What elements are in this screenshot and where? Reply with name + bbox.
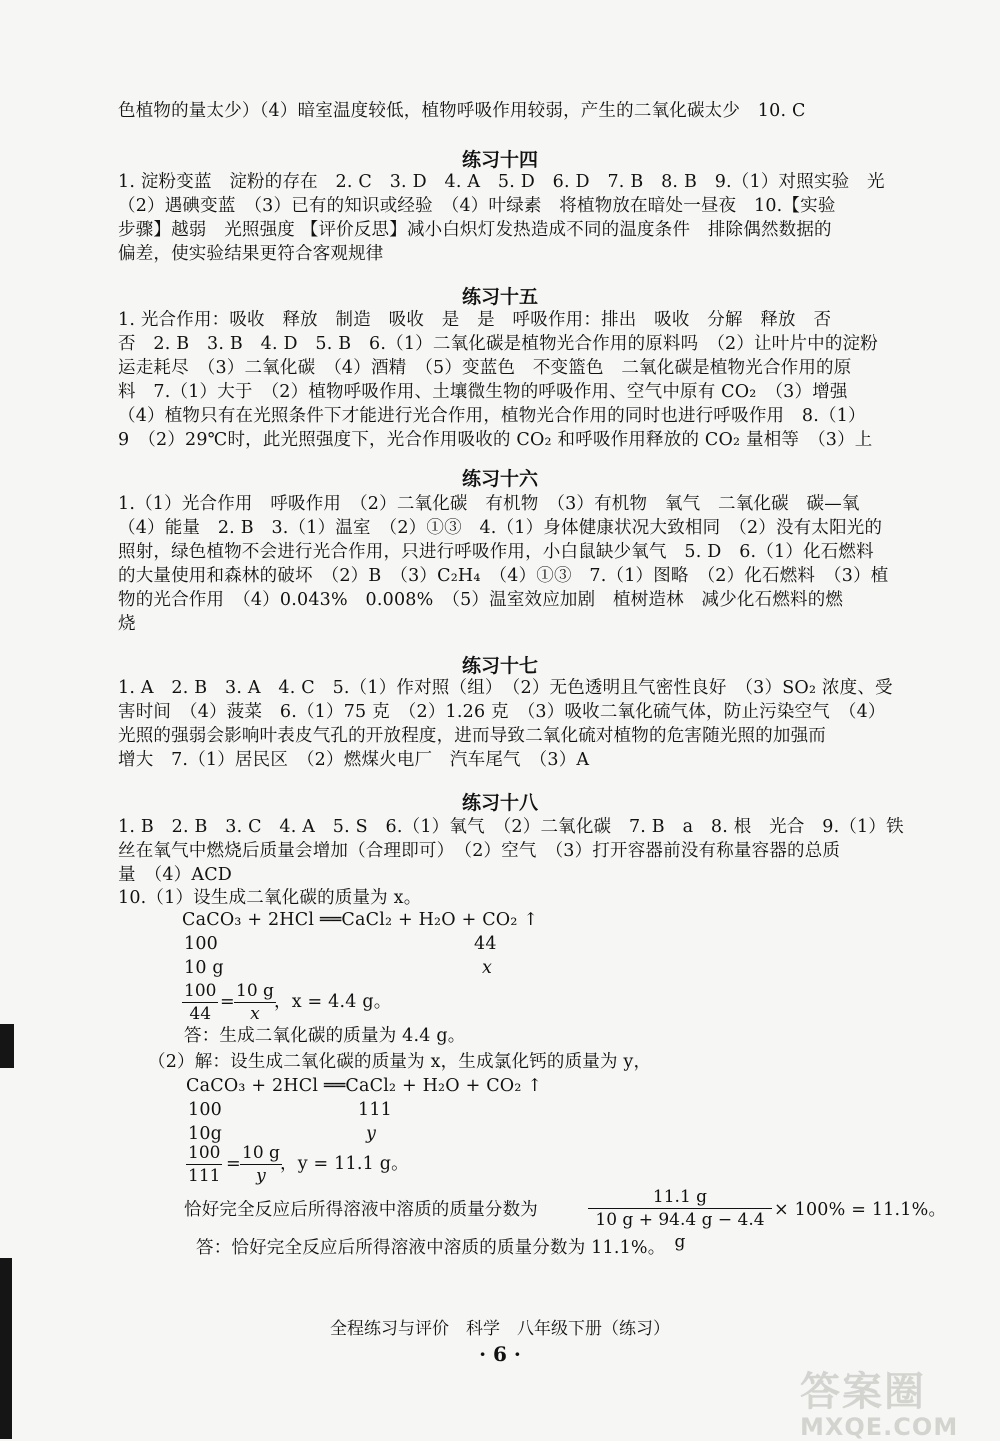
section-15-line: 料 7.（1）大于 （2）植物呼吸作用、土壤微生物的呼吸作用、空气中原有 CO₂ （3）增强 — [118, 382, 848, 402]
section-16-line: 照射，绿色植物不会进行光合作用，只进行呼吸作用，小白鼠缺少氧气 5. D 6.（1）化石燃料 — [118, 542, 874, 562]
q10-fraction-2-left — [186, 1142, 222, 1187]
section-15-line: 9 （2）29℃时，此光照强度下，光合作用吸收的 CO₂ 和呼吸作用释放的 CO₂ 量相等 （3）上 — [118, 430, 873, 450]
section-16-line: 烧 — [118, 614, 136, 634]
watermark-url: MXQE.COM — [800, 1413, 959, 1441]
equals-sign: = — [226, 1154, 241, 1174]
q10-eq1-given-mass: 10 g — [184, 958, 224, 978]
fraction-numerator: 10 g — [242, 1143, 280, 1163]
section-title-14: 练习十四 — [461, 149, 538, 171]
fraction-numerator: 11.1 g — [588, 1186, 772, 1209]
section-14-line: 偏差，使实验结果更符合客观规律 — [118, 244, 384, 264]
section-14-line: （2）遇碘变蓝 （3）已有的知识或经验 （4）叶绿素 将植物放在暗处一昼夜 10.【实验 — [118, 196, 836, 216]
section-18-line: 1. B 2. B 3. C 4. A 5. S 6.（1）氧气 （2）二氧化碳 7. B a 8. 根 光合 9.（1）铁 — [118, 817, 904, 837]
q10-eq2-unknown: y — [366, 1124, 377, 1144]
section-title-17: 练习十七 — [461, 655, 538, 677]
q10-equation-2: CaCO₃ + 2HCl ══CaCl₂ + H₂O + CO₂ ↑ — [186, 1076, 543, 1096]
book-title-footer: 全程练习与评价 科学 八年级下册（练习） — [330, 1319, 670, 1339]
section-title-15: 练习十五 — [461, 286, 538, 308]
q10-answer-2: 答：恰好完全反应后所得溶液中溶质的质量分数为 11.1%。 — [196, 1238, 666, 1258]
section-15-line: 1. 光合作用：吸收 释放 制造 吸收 是 是 呼吸作用：排出 吸收 分解 释放 否 — [118, 310, 832, 330]
q10-eq1-unknown: x — [482, 958, 493, 978]
fraction-denominator: x — [250, 1004, 260, 1024]
q10-eq2-molar-cacl2: 111 — [358, 1100, 393, 1120]
scan-edge-mark — [0, 1258, 12, 1439]
q10-equation-1: CaCO₃ + 2HCl ══CaCl₂ + H₂O + CO₂ ↑ — [182, 910, 539, 930]
section-17-line: 增大 7.（1）居民区 （2）燃煤火电厂 汽车尾气 （3）A — [118, 750, 590, 770]
section-14-line: 1. 淀粉变蓝 淀粉的存在 2. C 3. D 4. A 5. D 6. D 7. B 8. B 9.（1）对照实验 光 — [118, 172, 885, 192]
section-15-line: 否 2. B 3. B 4. D 5. B 6.（1）二氧化碳是植物光合作用的原料吗 （2）让叶片中的淀粉 — [118, 334, 878, 354]
fraction-denominator: 44 — [189, 1004, 212, 1024]
q10-eq2-given-mass: 10g — [188, 1124, 223, 1144]
fraction-numerator: 10 g — [236, 981, 274, 1001]
q10-eq2-molar-caco3: 100 — [188, 1100, 223, 1120]
scan-edge-mark — [0, 1024, 14, 1068]
section-17-line: 光照的强弱会影响叶表皮气孔的开放程度，进而导致二氧化硫对植物的危害随光照的加强而 — [118, 726, 826, 746]
section-15-line: 运走耗尽 （3）二氧化碳 （4）酒精 （5）变蓝色 不变篮色 二氧化碳是植物光合作用的原 — [118, 358, 852, 378]
watermark-text: 答案圈 — [800, 1369, 926, 1415]
fraction-denominator: 111 — [188, 1166, 221, 1186]
section-16-line: 物的光合作用 （4）0.043% 0.008% （5）温室效应加剧 植树造林 减少化石燃料的燃 — [118, 590, 844, 610]
section-15-line: （4）植物只有在光照条件下才能进行光合作用，植物光合作用的同时也进行呼吸作用 8.（1） — [118, 406, 866, 426]
q10-eq1-molar-caco3: 100 — [184, 934, 219, 954]
q10-mass-fraction-text: 恰好完全反应后所得溶液中溶质的质量分数为 — [184, 1200, 538, 1220]
q10-mass-fraction-result: × 100% = 11.1%。 — [774, 1200, 947, 1220]
carryover-line: 色植物的量太少）（4）暗室温度较低，植物呼吸作用较弱，产生的二氧化碳太少 10. C — [118, 101, 806, 121]
q10-fraction-2-right — [240, 1142, 282, 1187]
section-16-line: 的大量使用和森林的破坏 （2）B （3）C₂H₄ （4）①③ 7.（1）图略 （2）化石燃料 （3）植 — [118, 566, 889, 586]
q10-eq1-molar-co2: 44 — [474, 934, 497, 954]
fraction-denominator: 10 g + 94.4 g − 4.4 g — [595, 1210, 765, 1252]
section-16-line: 1.（1）光合作用 呼吸作用 （2）二氧化碳 有机物 （3）有机物 氧气 二氧化碳 碳—氧 — [118, 494, 860, 514]
section-title-18: 练习十八 — [461, 792, 538, 814]
q10-result-2: ，y = 11.1 g。 — [280, 1154, 409, 1174]
q10-part2-intro: （2）解：设生成二氧化碳的质量为 x，生成氯化钙的质量为 y， — [148, 1052, 652, 1072]
section-title-16: 练习十六 — [461, 468, 538, 490]
q10-answer-1: 答：生成二氧化碳的质量为 4.4 g。 — [184, 1026, 466, 1046]
fraction-numerator: 100 — [188, 1143, 221, 1163]
q10-part1-intro: 10.（1）设生成二氧化碳的质量为 x。 — [118, 888, 422, 908]
fraction-denominator: y — [256, 1166, 266, 1186]
watermark-logo — [800, 1360, 990, 1441]
section-18-line: 量 （4）ACD — [118, 865, 233, 885]
section-17-line: 害时间 （4）菠菜 6.（1）75 克 （2）1.26 克 （3）吸收二氧化硫气体，防止污染空气 （4） — [118, 702, 886, 722]
section-16-line: （4）能量 2. B 3.（1）温室 （2）①③ 4.（1）身体健康状况大致相同 （2）没有太阳光的 — [118, 518, 883, 538]
fraction-numerator: 100 — [184, 981, 217, 1001]
page-number: · 6 · — [479, 1342, 521, 1366]
equals-sign: = — [220, 992, 235, 1012]
section-17-line: 1. A 2. B 3. A 4. C 5.（1）作对照（组） （2）无色透明且气密性良好 （3）SO₂ 浓度、受 — [118, 678, 893, 698]
q10-result-1: ，x = 4.4 g。 — [274, 992, 392, 1012]
q10-fraction-1-left — [182, 980, 218, 1025]
q10-fraction-1-right — [234, 980, 276, 1025]
section-18-line: 丝在氧气中燃烧后质量会增加（合理即可） （2）空气 （3）打开容器前没有称量容器的总质 — [118, 841, 841, 861]
section-14-line: 步骤】越弱 光照强度 【评价反思】减小白炽灯发热造成不同的温度条件 排除偶然数据的 — [118, 220, 832, 240]
